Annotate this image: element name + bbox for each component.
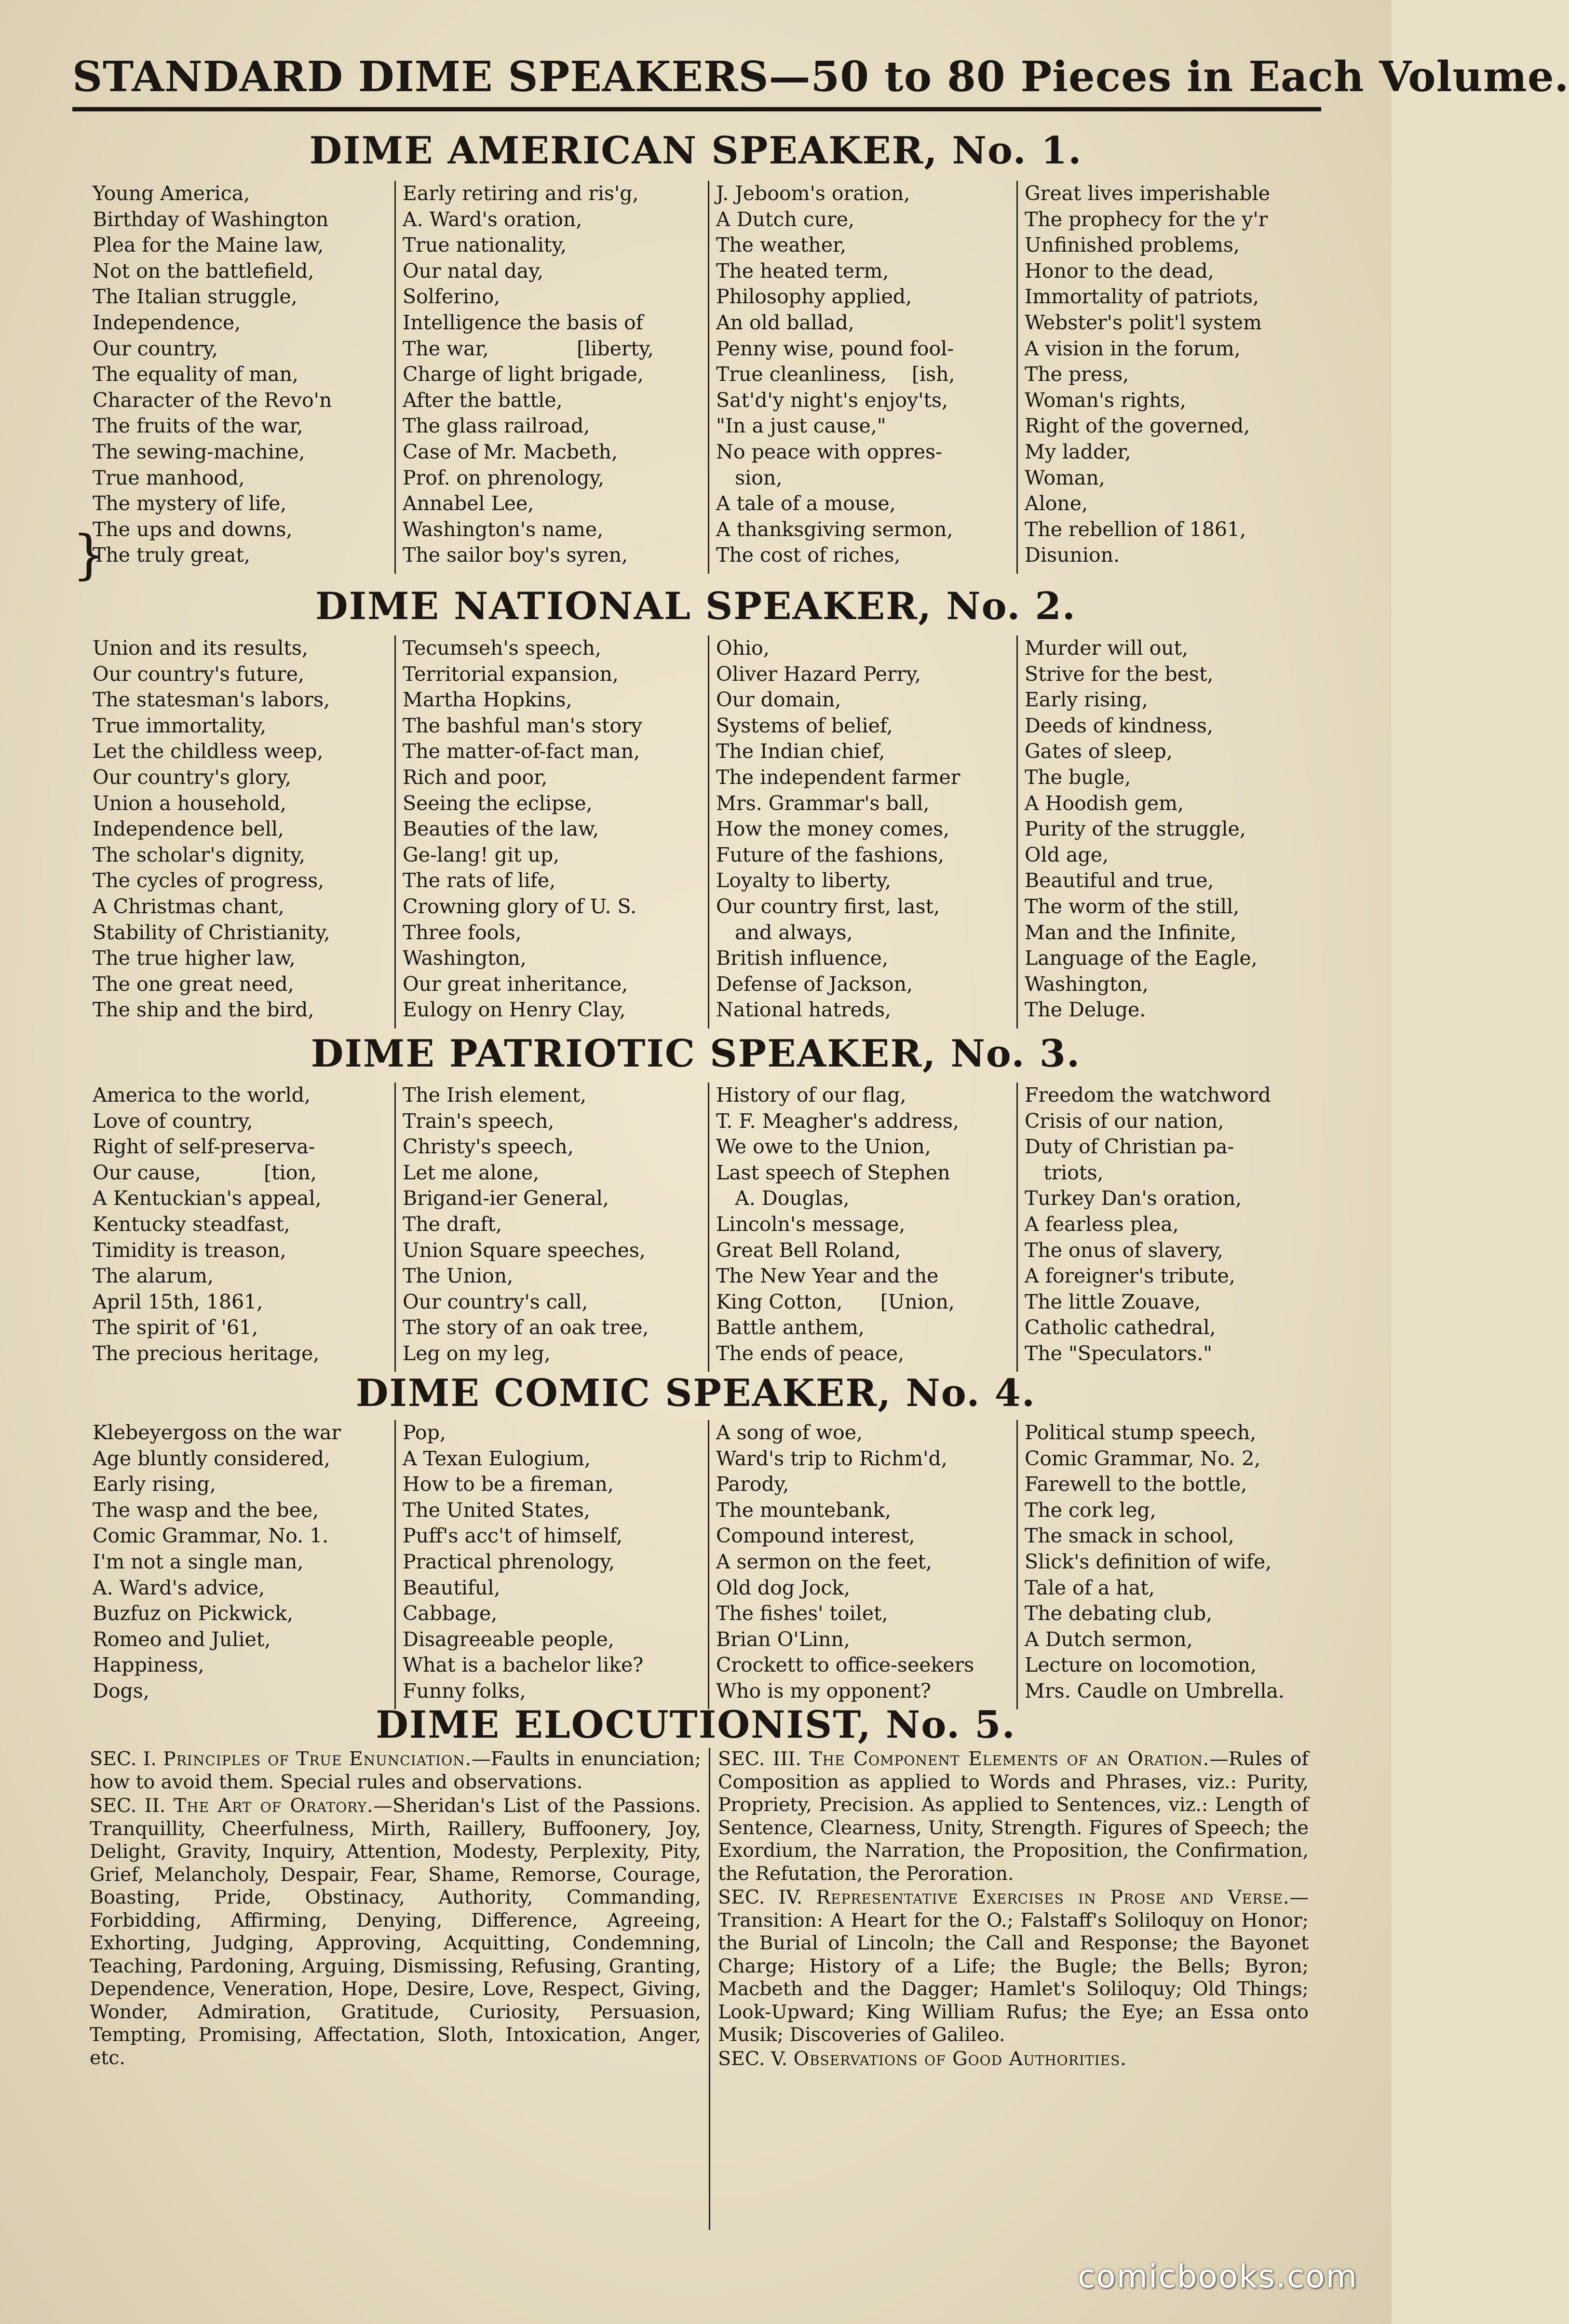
section-title-american-speaker: DIME AMERICAN SPEAKER, No. 1.	[309, 129, 1082, 173]
speech-title: The precious heritage,	[93, 1341, 320, 1365]
column	[86, 1420, 394, 1709]
elocution-section	[718, 1748, 1309, 1885]
speech-title: Philosophy applied,	[716, 285, 912, 309]
elocutionist-right-column	[709, 1748, 1316, 2230]
speech-title: Annabel Lee,	[403, 492, 534, 515]
speech-title: Parody,	[716, 1473, 789, 1496]
speech-title: Independence bell,	[93, 817, 284, 841]
speech-title: What is a bachelor like?	[403, 1653, 644, 1677]
speech-title: Plea for the Maine law,	[93, 233, 324, 257]
speech-title: Our great inheritance,	[403, 972, 628, 996]
speech-title: J. Jeboom's oration,	[716, 182, 910, 205]
speech-title: A. Ward's oration,	[403, 207, 582, 231]
speech-title: True nationality,	[403, 233, 567, 257]
speech-title: Not on the battlefield,	[93, 259, 314, 283]
speech-title: Washington,	[403, 946, 527, 970]
speech-title: Beautiful,	[403, 1576, 500, 1599]
elocution-section	[718, 1886, 1309, 2047]
speech-title: A foreigner's tribute,	[1025, 1264, 1235, 1288]
speech-title: Disunion.	[1025, 543, 1120, 567]
section-title-patriotic-speaker: DIME PATRIOTIC SPEAKER, No. 3.	[311, 1032, 1081, 1076]
speech-title: A Dutch sermon,	[1025, 1627, 1193, 1651]
speech-title: British influence,	[716, 946, 889, 970]
speech-title: No peace with oppres-	[716, 440, 942, 463]
speech-title: Intelligence the basis of	[403, 311, 643, 334]
speech-title: Timidity is treason,	[93, 1238, 286, 1262]
speech-title: and always,	[716, 920, 853, 944]
speech-title: Crowning glory of U. S.	[403, 894, 637, 918]
section-heading: Observations of Good Authorities.	[793, 2047, 1127, 2070]
section-columns-national-speaker	[86, 635, 1318, 1028]
speech-title: Webster's polit'l system	[1025, 311, 1262, 334]
speech-title: Oliver Hazard Perry,	[716, 662, 921, 686]
speech-title: Great Bell Roland,	[716, 1238, 901, 1262]
speech-title: Territorial expansion,	[403, 662, 619, 686]
section-columns-comic-speaker	[86, 1420, 1318, 1709]
speech-title: Political stump speech,	[1025, 1421, 1257, 1444]
speech-title: Klebeyergoss on the war	[93, 1421, 341, 1444]
speech-title: Tale of a hat,	[1025, 1576, 1155, 1599]
speech-title: The New Year and the	[716, 1264, 939, 1288]
speech-title: The cork leg,	[1025, 1498, 1156, 1522]
speech-title: We owe to the Union,	[716, 1135, 931, 1159]
speech-title: Purity of the struggle,	[1025, 817, 1246, 841]
elocutionist-columns	[82, 1748, 1316, 2230]
header-rule	[72, 107, 1321, 111]
speech-title: Washington,	[1025, 972, 1149, 996]
speech-title: The equality of man,	[93, 363, 298, 386]
section-body: —Sheridan's List of the Passions. Tranquillity, Cheerfulness, Mirth, Raillery, Buffoonery, Joy, Delight, Gravity, Inquiry, Attention, Modesty, Perplexity, Pity, Grief, Melancholy, Despair, Fear, Shame, Remorse, Courage, Boasting, Pride, Obstinacy, Authority, Commanding, Forbidding, Affirming, Denying, Difference, Agreeing, Exhorting, Judging, Approving, Acquitting, Condemning, Teaching, Pardoning, Arguing, Dismissing, Refusing, Granting, Dependence, Veneration, Hope, Desire, Love, Respect, Giving, Wonder, Admiration, Gratitude, Curiosity, Persuasion, Tempting, Promising, Affectation, Sloth, Intoxication, Anger, etc.	[90, 1795, 702, 2069]
section-heading: The Art of Oratory.	[173, 1795, 374, 1817]
speech-title: sion,	[716, 466, 783, 489]
speech-title: Defense of Jackson,	[716, 972, 913, 996]
speech-title: Leg on my leg,	[403, 1341, 551, 1365]
speech-title: The Union,	[403, 1264, 514, 1288]
speech-title: The worm of the still,	[1025, 894, 1240, 918]
speech-title: The ends of peace,	[716, 1341, 905, 1365]
speech-title: Washington's name,	[403, 517, 604, 541]
section-label: SEC. II.	[90, 1795, 174, 1817]
watermark-logo: comicbooks.com	[1078, 2258, 1358, 2295]
speech-title: Early rising,	[93, 1473, 216, 1496]
speech-title: Right of self-preserva-	[93, 1135, 315, 1159]
speech-title: Ohio,	[716, 636, 770, 660]
speech-title: Our country's glory,	[93, 765, 292, 789]
column	[708, 1420, 1016, 1709]
speech-title: The independent farmer	[716, 765, 960, 789]
column	[394, 1420, 708, 1709]
speech-title: Our country first, last,	[716, 894, 940, 918]
speech-title: Let me alone,	[403, 1161, 540, 1184]
speech-title: Murder will out,	[1025, 636, 1189, 660]
speech-title: Age bluntly considered,	[93, 1446, 330, 1470]
speech-title: Duty of Christian pa-	[1025, 1135, 1234, 1159]
speech-title: The cost of riches,	[716, 543, 901, 567]
column	[86, 1082, 394, 1372]
speech-title: Farewell to the bottle,	[1025, 1473, 1247, 1496]
section-title-comic-speaker: DIME COMIC SPEAKER, No. 4.	[355, 1371, 1036, 1415]
column	[86, 635, 394, 1028]
speech-title: The United States,	[403, 1498, 590, 1522]
speech-title: Beautiful and true,	[1025, 869, 1214, 892]
speech-title: The mountebank,	[716, 1498, 892, 1522]
speech-title: The alarum,	[93, 1264, 214, 1288]
speech-title: A song of woe,	[716, 1421, 863, 1444]
speech-title: Catholic cathedral,	[1025, 1316, 1216, 1339]
column	[394, 181, 708, 574]
speech-title: "In a just cause,"	[716, 414, 886, 438]
speech-title: The heated term,	[716, 259, 889, 283]
speech-title: The statesman's labors,	[93, 688, 330, 712]
speech-title: The war, [liberty,	[403, 337, 654, 360]
page-header: STANDARD DIME SPEAKERS—50 to 80 Pieces in Each Volume.	[72, 53, 1569, 101]
speech-title: Man and the Infinite,	[1025, 920, 1237, 944]
section-body: —Rules of Composition as applied to Words and Phrases, viz.: Purity, Propriety, Precision. As applied to Sentences, viz.: Length of Sentence, Clearness, Unity, Strength. Figures of Speech; the Exordium, the Narration, the Proposition, the Confirmation, the Refutation, the Peroration.	[718, 1748, 1309, 1885]
speech-title: How the money comes,	[716, 817, 950, 841]
column	[708, 635, 1016, 1028]
speech-title: Systems of belief,	[716, 714, 893, 737]
speech-title: The scholar's dignity,	[93, 843, 305, 866]
speech-title: The bugle,	[1025, 765, 1131, 789]
speech-title: Eulogy on Henry Clay,	[403, 998, 626, 1022]
section-title-national-speaker: DIME NATIONAL SPEAKER, No. 2.	[315, 584, 1076, 628]
speech-title: The cycles of progress,	[93, 869, 325, 892]
speech-title: Happiness,	[93, 1653, 204, 1677]
section-label: SEC. V.	[718, 2047, 794, 2070]
speech-title: The little Zouave,	[1025, 1290, 1201, 1313]
speech-title: The one great need,	[93, 972, 294, 996]
speech-title: The debating club,	[1025, 1602, 1213, 1625]
speech-title: A tale of a mouse,	[716, 492, 896, 515]
speech-title: Gates of sleep,	[1025, 740, 1173, 763]
column	[394, 1082, 708, 1372]
speech-title: The mystery of life,	[93, 492, 287, 515]
speech-title: triots,	[1025, 1161, 1104, 1184]
speech-title: True immortality,	[93, 714, 267, 737]
speech-title: Comic Grammar, No. 2,	[1025, 1446, 1261, 1470]
speech-title: The matter-of-fact man,	[403, 740, 640, 763]
speech-title: Our domain,	[716, 688, 841, 712]
section-label: SEC. IV.	[718, 1886, 816, 1908]
speech-title: Who is my opponent?	[716, 1679, 931, 1702]
speech-title: Romeo and Juliet,	[93, 1627, 271, 1651]
speech-title: The ship and the bird,	[93, 998, 314, 1022]
speech-title: Brian O'Linn,	[716, 1627, 850, 1651]
speech-title: Freedom the watchword	[1025, 1083, 1271, 1107]
speech-title: The bashful man's story	[403, 714, 642, 737]
speech-title: Union a household,	[93, 791, 286, 815]
speech-title: A thanksgiving sermon,	[716, 517, 953, 541]
speech-title: Kentucky steadfast,	[93, 1212, 290, 1236]
speech-title: Young America,	[93, 182, 250, 205]
speech-title: The fruits of the war,	[93, 414, 303, 438]
speech-title: Last speech of Stephen	[716, 1161, 950, 1184]
elocution-section	[90, 1748, 701, 1794]
speech-title: A vision in the forum,	[1025, 337, 1241, 360]
speech-title: The weather,	[716, 233, 847, 257]
speech-title: The "Speculators."	[1025, 1341, 1213, 1365]
column	[1016, 181, 1318, 574]
speech-title: Cabbage,	[403, 1602, 498, 1625]
speech-title: Language of the Eagle,	[1025, 946, 1258, 970]
speech-title: The ups and downs,	[93, 517, 293, 541]
speech-title: A Christmas chant,	[93, 894, 284, 918]
speech-title: Crisis of our nation,	[1025, 1109, 1224, 1133]
speech-title: Character of the Revo'n	[93, 388, 332, 412]
speech-title: Alone,	[1025, 492, 1088, 515]
column	[1016, 1420, 1318, 1709]
speech-title: Woman,	[1025, 466, 1105, 489]
speech-title: Old age,	[1025, 843, 1109, 866]
speech-title: Lecture on locomotion,	[1025, 1653, 1257, 1677]
speech-title: The glass railroad,	[403, 414, 590, 438]
speech-title: Our natal day,	[403, 259, 544, 283]
speech-title: Mrs. Caudle on Umbrella.	[1025, 1679, 1285, 1702]
speech-title: T. F. Meagher's address,	[716, 1109, 959, 1133]
speech-title: Right of the governed,	[1025, 414, 1250, 438]
column	[1016, 1082, 1318, 1372]
speech-title: The fishes' toilet,	[716, 1602, 888, 1625]
speech-title: Prof. on phrenology,	[403, 466, 605, 489]
speech-title: Sat'd'y night's enjoy'ts,	[716, 388, 948, 412]
speech-title: The press,	[1025, 363, 1129, 386]
speech-title: The Italian struggle,	[93, 285, 298, 309]
column	[708, 181, 1016, 574]
speech-title: A. Douglas,	[716, 1187, 850, 1210]
speech-title: Ward's trip to Richm'd,	[716, 1446, 947, 1470]
ornament-bracket: }	[72, 524, 106, 585]
speech-title: April 15th, 1861,	[93, 1290, 263, 1313]
speech-title: Slick's definition of wife,	[1025, 1550, 1272, 1573]
speech-title: Three fools,	[403, 920, 522, 944]
speech-title: True cleanliness, [ish,	[716, 363, 955, 386]
speech-title: Pop,	[403, 1421, 446, 1444]
speech-title: Ge-lang! git up,	[403, 843, 560, 866]
speech-title: Crockett to office-seekers	[716, 1653, 974, 1677]
speech-title: Case of Mr. Macbeth,	[403, 440, 618, 463]
speech-title: The smack in school,	[1025, 1524, 1234, 1548]
speech-title: I'm not a single man,	[93, 1550, 304, 1573]
speech-title: Immortality of patriots,	[1025, 285, 1259, 309]
section-label: SEC. I.	[90, 1748, 163, 1770]
speech-title: Early retiring and ris'g,	[403, 182, 639, 205]
speech-title: True manhood,	[93, 466, 245, 489]
speech-title: Martha Hopkins,	[403, 688, 572, 712]
speech-title: The truly great,	[93, 543, 250, 567]
speech-title: The story of an oak tree,	[403, 1316, 649, 1339]
speech-title: The sewing-machine,	[93, 440, 305, 463]
speech-title: Seeing the eclipse,	[403, 791, 593, 815]
elocutionist-left-column	[82, 1748, 709, 2230]
speech-title: A sermon on the feet,	[716, 1550, 933, 1573]
section-heading: Principles of True Enunciation.	[163, 1748, 472, 1770]
section-heading: Representative Exercises in Prose and Verse.	[816, 1886, 1290, 1908]
speech-title: The Indian chief,	[716, 740, 885, 763]
column	[86, 181, 394, 574]
speech-title: Beauties of the law,	[403, 817, 599, 841]
speech-title: A Hoodish gem,	[1025, 791, 1184, 815]
speech-title: Stability of Christianity,	[93, 920, 330, 944]
speech-title: A Dutch cure,	[716, 207, 855, 231]
section-columns-american-speaker	[86, 181, 1318, 574]
speech-title: America to the world,	[93, 1083, 311, 1107]
speech-title: Buzfuz on Pickwick,	[93, 1602, 294, 1625]
speech-title: Our country,	[93, 337, 218, 360]
speech-title: Let the childless weep,	[93, 740, 324, 763]
speech-title: Dogs,	[93, 1679, 149, 1702]
speech-title: Love of country,	[93, 1109, 253, 1133]
speech-title: History of our flag,	[716, 1083, 906, 1107]
speech-title: Practical phrenology,	[403, 1550, 615, 1573]
speech-title: National hatreds,	[716, 998, 892, 1022]
speech-title: The spirit of '61,	[93, 1316, 258, 1339]
speech-title: Christy's speech,	[403, 1135, 574, 1159]
speech-title: How to be a fireman,	[403, 1473, 614, 1496]
section-label: SEC. III.	[718, 1748, 810, 1770]
speech-title: Tecumseh's speech,	[403, 636, 601, 660]
speech-title: Our country's future,	[93, 662, 305, 686]
speech-title: Charge of light brigade,	[403, 363, 644, 386]
column	[394, 635, 708, 1028]
speech-title: The true higher law,	[93, 946, 296, 970]
speech-title: Funny folks,	[403, 1679, 526, 1702]
speech-title: Rich and poor,	[403, 765, 548, 789]
speech-title: Compound interest,	[716, 1524, 915, 1548]
speech-title: Disagreeable people,	[403, 1627, 614, 1651]
section-body: —Transition: A Heart for the O.; Falstaff's Soliloquy on Honor; the Burial of Lincoln; the Call and Response; the Bayonet Charge; History of a Life; the Bugle; the Bells; Byron; Macbeth and the Dagger; Hamlet's Soliloquy; Old Things; Look-Upward; King William Rufus; the Eye; an Essa onto Musik; Discoveries of Galileo.	[718, 1886, 1309, 2046]
speech-title: A Texan Eulogium,	[403, 1446, 591, 1470]
speech-title: Future of the fashions,	[716, 843, 945, 866]
speech-title: Solferino,	[403, 285, 500, 309]
speech-title: Old dog Jock,	[716, 1576, 851, 1599]
speech-title: The prophecy for the y'r	[1025, 207, 1268, 231]
column	[1016, 635, 1318, 1028]
speech-title: Birthday of Washington	[93, 207, 329, 231]
speech-title: The sailor boy's syren,	[403, 543, 628, 567]
section-columns-patriotic-speaker	[86, 1082, 1318, 1372]
speech-title: Loyalty to liberty,	[716, 869, 892, 892]
speech-title: The Irish element,	[403, 1083, 587, 1107]
speech-title: The draft,	[403, 1212, 502, 1236]
section-body: —Faults in enunciation; how to avoid them. Special rules and observations.	[90, 1748, 701, 1793]
speech-title: The rats of life,	[403, 869, 556, 892]
speech-title: Our country's call,	[403, 1290, 588, 1313]
speech-title: Deeds of kindness,	[1025, 714, 1214, 737]
speech-title: Train's speech,	[403, 1109, 555, 1133]
speech-title: Penny wise, pound fool-	[716, 337, 954, 360]
speech-title: Early rising,	[1025, 688, 1148, 712]
speech-title: An old ballad,	[716, 311, 854, 334]
speech-title: Battle anthem,	[716, 1316, 865, 1339]
speech-title: Strive for the best,	[1025, 662, 1214, 686]
speech-title: Woman's rights,	[1025, 388, 1187, 412]
column	[708, 1082, 1016, 1372]
speech-title: My ladder,	[1025, 440, 1131, 463]
speech-title: Our cause, [tion,	[93, 1161, 317, 1184]
speech-title: The rebellion of 1861,	[1025, 517, 1246, 541]
speech-title: Comic Grammar, No. 1.	[93, 1524, 329, 1548]
section-title-elocutionist: DIME ELOCUTIONIST, No. 5.	[376, 1703, 1016, 1747]
speech-title: Honor to the dead,	[1025, 259, 1214, 283]
speech-title: Puff's acc't of himself,	[403, 1524, 623, 1548]
section-heading: The Component Elements of an Oration.	[809, 1748, 1210, 1770]
speech-title: Union and its results,	[93, 636, 308, 660]
elocution-section	[718, 2048, 1309, 2071]
speech-title: A Kentuckian's appeal,	[93, 1187, 322, 1210]
speech-title: After the battle,	[403, 388, 563, 412]
speech-title: Turkey Dan's oration,	[1025, 1187, 1242, 1210]
speech-title: The Deluge.	[1025, 998, 1146, 1022]
speech-title: A. Ward's advice,	[93, 1576, 265, 1599]
speech-title: The wasp and the bee,	[93, 1498, 319, 1522]
speech-title: Mrs. Grammar's ball,	[716, 791, 930, 815]
speech-title: Lincoln's message,	[716, 1212, 906, 1236]
speech-title: King Cotton, [Union,	[716, 1290, 955, 1313]
speech-title: Great lives imperishable	[1025, 182, 1271, 205]
speech-title: Unfinished problems,	[1025, 233, 1240, 257]
speech-title: The onus of slavery,	[1025, 1238, 1223, 1262]
elocution-section	[90, 1795, 701, 2069]
speech-title: Union Square speeches,	[403, 1238, 646, 1262]
speech-title: Independence,	[93, 311, 241, 334]
speech-title: A fearless plea,	[1025, 1212, 1179, 1236]
speech-title: Brigand-ier General,	[403, 1187, 609, 1210]
